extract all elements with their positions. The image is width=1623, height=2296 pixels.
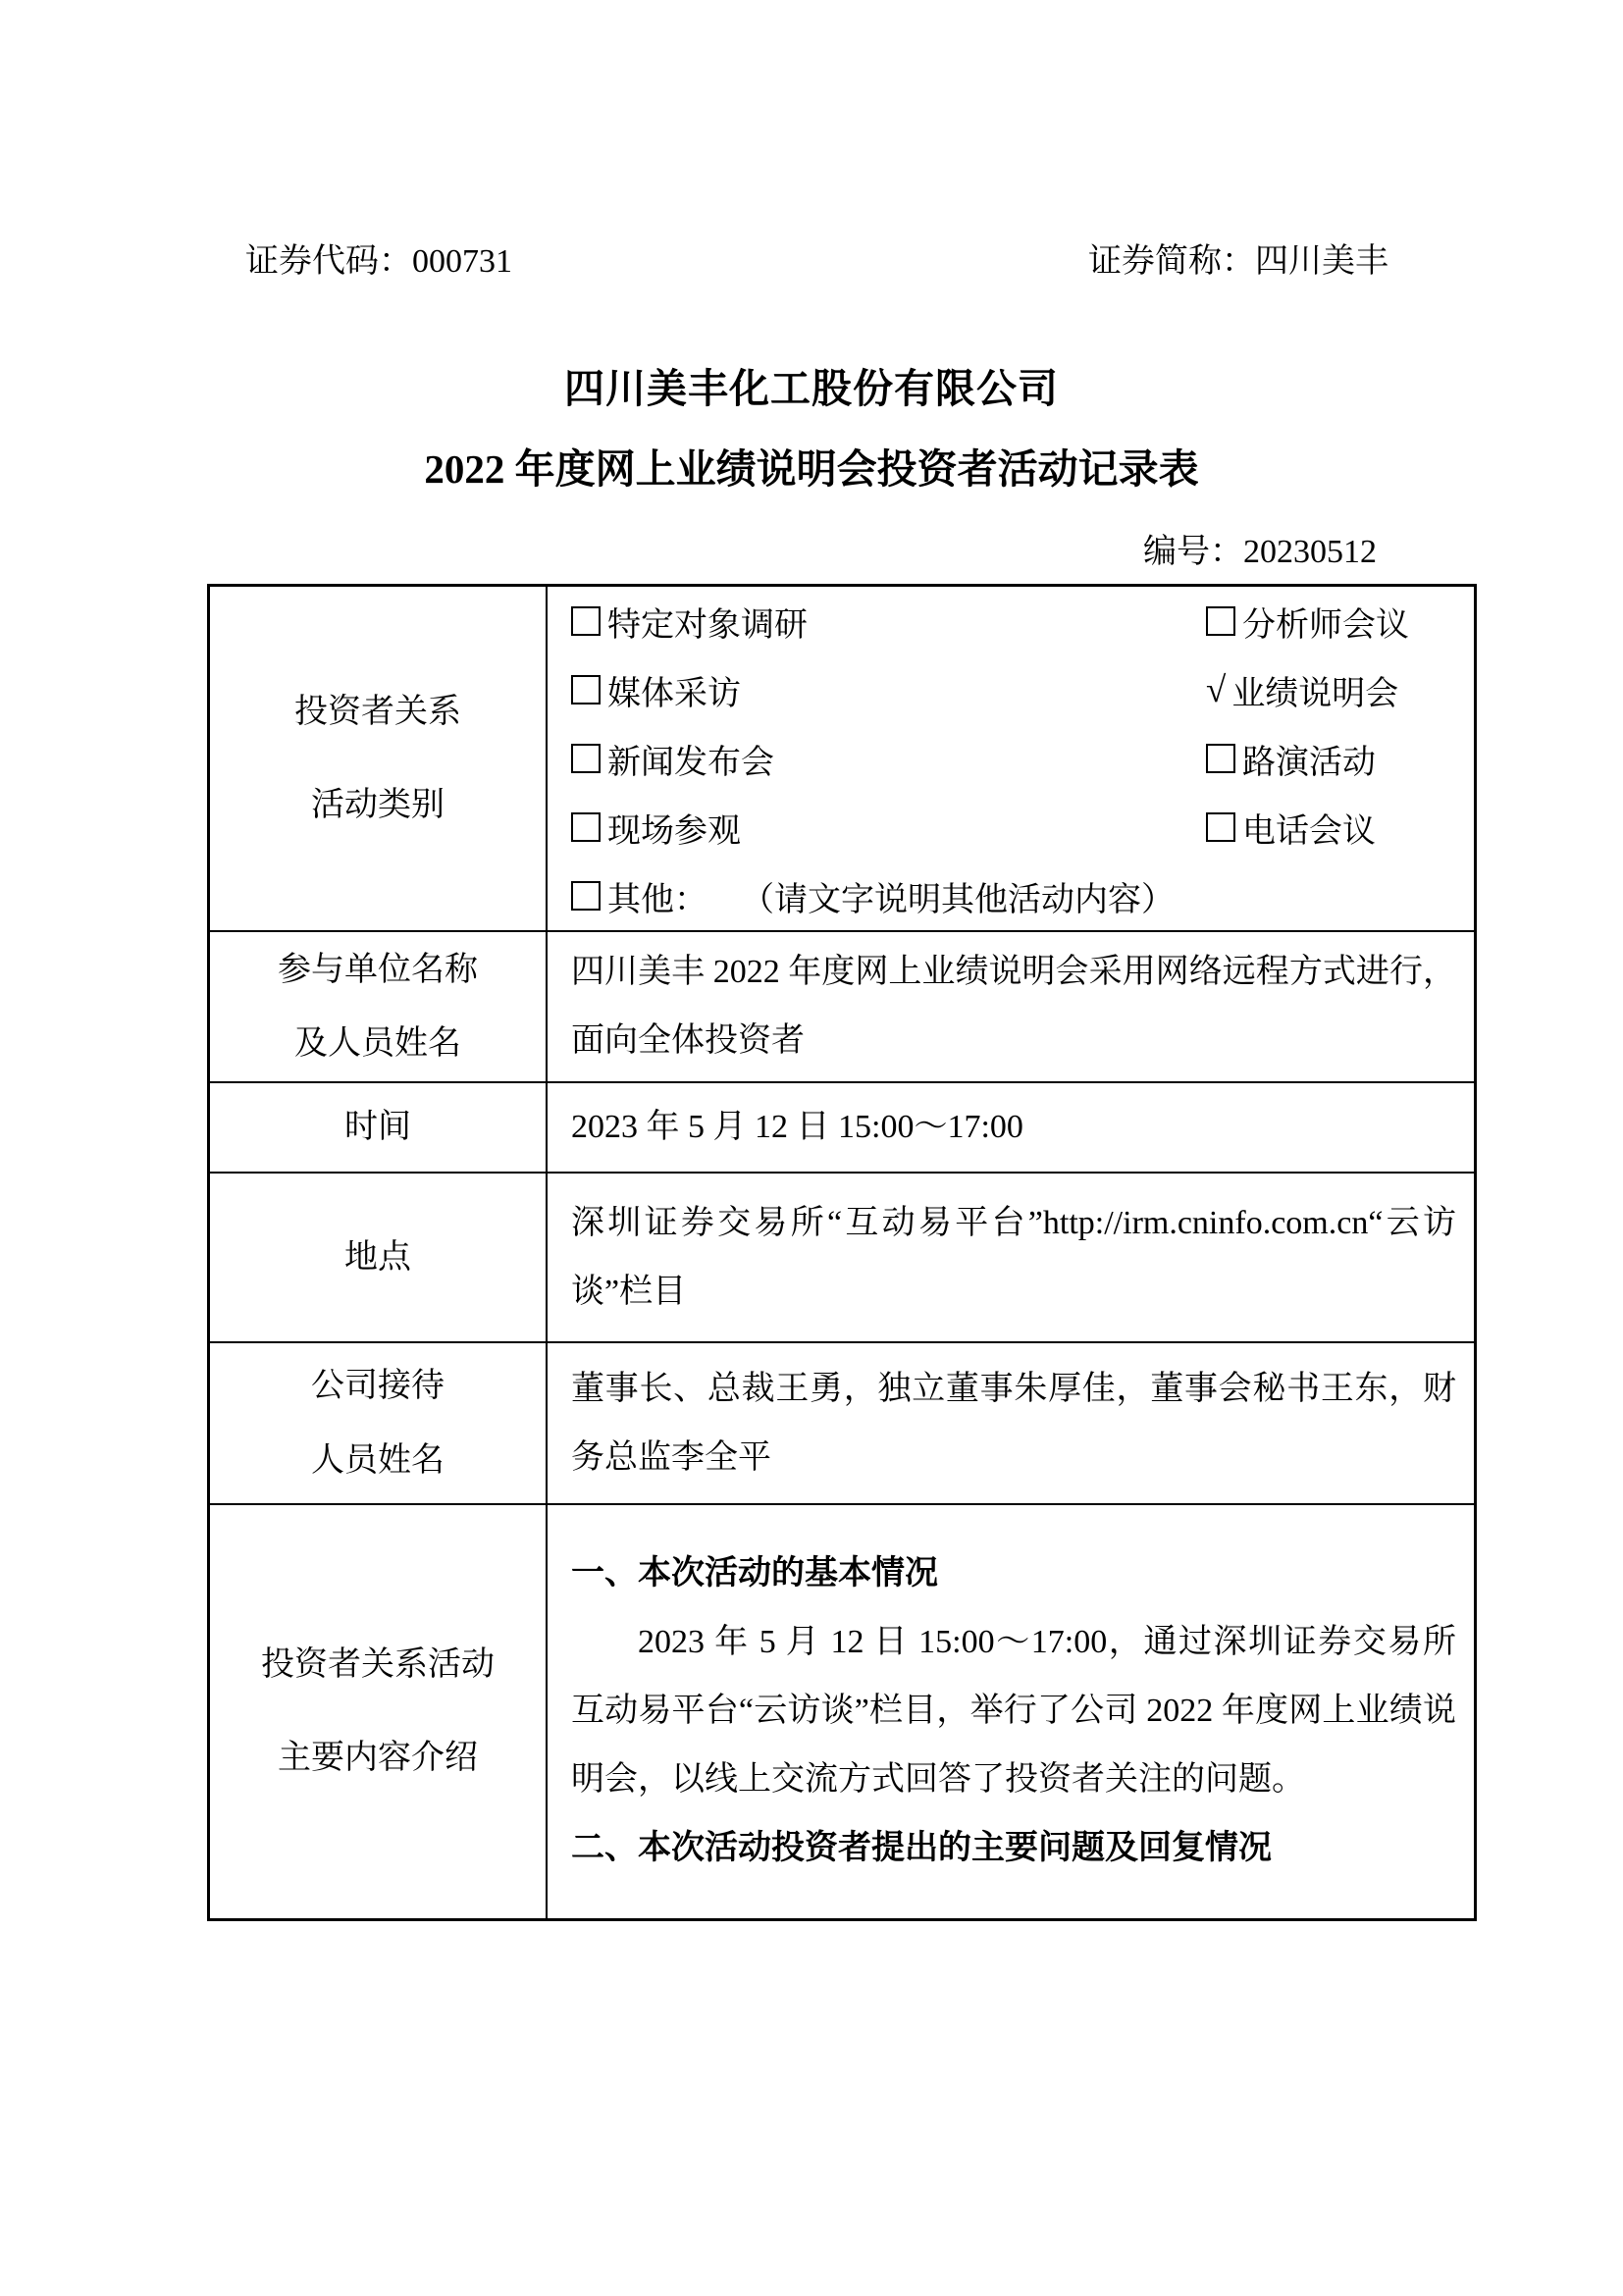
checkbox-option-roadshow[interactable] — [1206, 735, 1376, 783]
option-label: 电话会议 — [1242, 812, 1376, 850]
option-label: 媒体采访 — [607, 675, 741, 712]
row-label: 及人员姓名 — [294, 1025, 461, 1062]
row-label: 公司接待 — [311, 1368, 445, 1405]
location-value: 深圳证券交易所“互动易平台”http://irm.cninfo.com.cn“云访谈”栏目 — [571, 1204, 1456, 1310]
checkbox-icon[interactable] — [1206, 812, 1235, 842]
document-number: 编号：20230512 — [1143, 534, 1377, 570]
table-row-time — [209, 1082, 1476, 1173]
option-label: 其他： — [607, 881, 707, 918]
reception-value: 董事长、总裁王勇，独立董事朱厚佳，董事会秘书王东，财务总监李全平 — [571, 1370, 1456, 1476]
participants-value: 四川美丰 2022 年度网上业绩说明会采用网络远程方式进行，面向全体投资者 — [571, 954, 1456, 1059]
reception-value-cell — [547, 1342, 1476, 1504]
row-label: 投资者关系 — [294, 693, 461, 730]
checkbox-option-press-conference[interactable] — [571, 735, 1206, 783]
activity-type-options-cell — [547, 586, 1476, 932]
option-label: 特定对象调研 — [607, 606, 808, 644]
checkbox-icon[interactable] — [571, 812, 601, 842]
checkbox-option-analyst-meeting[interactable] — [1206, 598, 1409, 646]
location-label-cell — [209, 1173, 548, 1342]
checkmark-icon: √ — [1206, 669, 1227, 710]
section1-heading: 一、本次活动的基本情况 — [571, 1555, 938, 1592]
participants-label-cell — [209, 931, 548, 1082]
table-row-main-content — [209, 1504, 1476, 1919]
row-label: 时间 — [344, 1109, 411, 1146]
option-label: 新闻发布会 — [607, 744, 774, 781]
section2-heading: 二、本次活动投资者提出的主要问题及回复情况 — [571, 1830, 1272, 1867]
checkbox-option-survey[interactable] — [571, 598, 1206, 646]
activity-type-label-cell — [209, 586, 548, 932]
checkbox-icon[interactable] — [571, 675, 601, 704]
row-label: 活动类别 — [311, 787, 445, 823]
main-content-value-cell — [547, 1504, 1476, 1919]
row-label: 参与单位名称 — [278, 951, 478, 988]
stock-name-label: 证券简称：四川美丰 — [1088, 243, 1388, 280]
option-label: 分析师会议 — [1242, 606, 1409, 644]
document-title: 2022 年度网上业绩说明会投资者活动记录表 — [424, 446, 1199, 492]
main-content-label-cell — [209, 1504, 548, 1919]
option-label: 路演活动 — [1242, 744, 1376, 781]
checkbox-option-earnings-briefing[interactable] — [1206, 666, 1398, 714]
checkbox-option-media-interview[interactable] — [571, 666, 1206, 714]
table-row-activity-type — [209, 586, 1476, 932]
checkbox-icon[interactable] — [571, 744, 601, 773]
record-table — [207, 584, 1477, 1921]
checkbox-option-conference-call[interactable] — [1206, 804, 1376, 852]
checkbox-option-site-visit[interactable] — [571, 804, 1206, 852]
checkbox-icon[interactable] — [571, 881, 601, 911]
row-label: 人员姓名 — [311, 1441, 445, 1479]
time-label-cell — [209, 1082, 548, 1173]
checkbox-icon[interactable] — [1206, 606, 1235, 636]
other-option-note: （请文字说明其他活动内容） — [741, 881, 1175, 918]
time-value: 2023 年 5 月 12 日 15:00～17:00 — [571, 1109, 1023, 1145]
table-row-reception — [209, 1342, 1476, 1504]
row-label: 主要内容介绍 — [278, 1740, 478, 1777]
time-value-cell — [547, 1082, 1476, 1173]
checkbox-icon[interactable] — [571, 606, 601, 636]
row-label: 地点 — [344, 1238, 411, 1276]
row-label: 投资者关系活动 — [261, 1646, 495, 1684]
option-label: 业绩说明会 — [1231, 675, 1399, 712]
reception-label-cell — [209, 1342, 548, 1504]
table-row-participants — [209, 931, 1476, 1082]
securities-header — [245, 243, 1388, 280]
table-row-location — [209, 1173, 1476, 1342]
participants-value-cell — [547, 931, 1476, 1082]
checkbox-icon[interactable] — [1206, 744, 1235, 773]
checkbox-option-other[interactable] — [571, 872, 1175, 920]
stock-code-label: 证券代码：000731 — [245, 243, 512, 280]
option-label: 现场参观 — [607, 812, 741, 850]
company-title: 四川美丰化工股份有限公司 — [564, 366, 1059, 411]
section1-paragraph: 2023 年 5 月 12 日 15:00～17:00，通过深圳证券交易所互动易平台“云访谈”栏目，举行了公司 2022 年度网上业绩说明会，以线上交流方式回答了投资者关注的问题。 — [571, 1624, 1456, 1799]
location-value-cell — [547, 1173, 1476, 1342]
